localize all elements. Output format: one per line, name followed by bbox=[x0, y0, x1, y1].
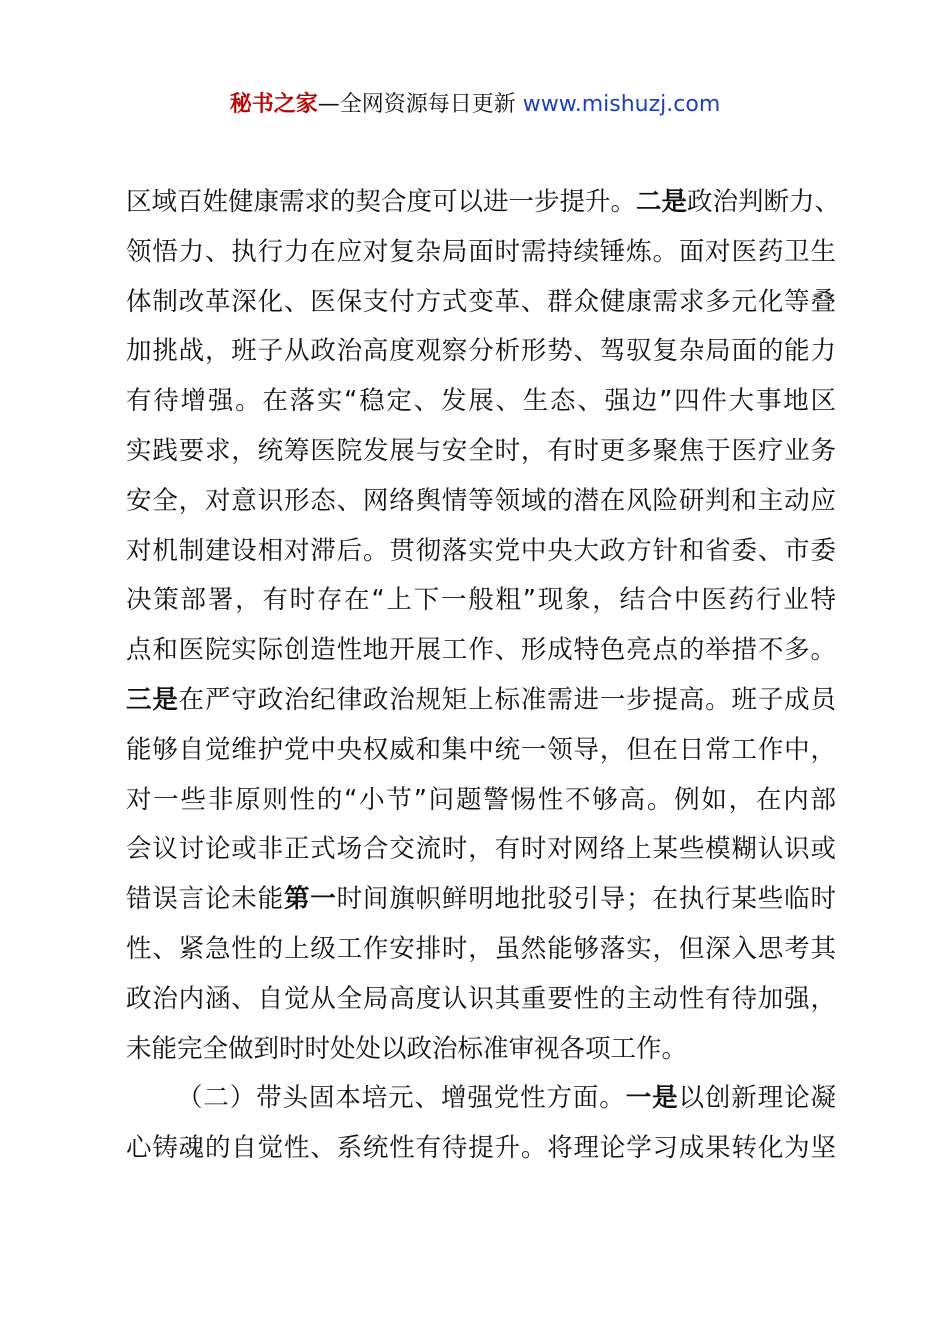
text-line bbox=[126, 377, 836, 427]
text-segment: 政治判断力、 bbox=[687, 187, 841, 217]
text-segment: 时间旗帜鲜明地批驳引导；在执行某些临时 bbox=[336, 884, 836, 915]
text-segment: 心铸魂的自觉性、系统性有待提升。将理论学习成果转化为坚 bbox=[126, 1133, 836, 1164]
text-segment: 能够自觉维护党中央权威和集中统一领导，但在日常工作中， bbox=[126, 734, 836, 765]
text-segment: 在严守政治纪律政治规矩上标准需进一步提高。班子成员 bbox=[178, 684, 836, 715]
text-segment: 领悟力、执行力在应对复杂局面时需持续锤炼。面对医药卫生 bbox=[126, 236, 836, 267]
document-body bbox=[126, 178, 841, 1174]
header-tagline: —全网资源每日更新 bbox=[317, 92, 516, 117]
text-segment: 性、紧急性的上级工作安排时，虽然能够落实，但深入思考其 bbox=[126, 933, 836, 964]
text-segment: 错误言论未能 bbox=[126, 884, 284, 915]
text-line bbox=[126, 726, 836, 776]
text-line bbox=[126, 527, 836, 577]
text-line bbox=[126, 626, 836, 676]
bold-marker: 二是 bbox=[636, 187, 688, 217]
text-line bbox=[126, 278, 836, 328]
text-segment: 会议讨论或非正式场合交流时，有时对网络上某些模糊认识或 bbox=[126, 834, 836, 865]
text-segment: 未能完全做到时时处处以政治标准审视各项工作。 bbox=[126, 1033, 688, 1064]
text-segment: 体制改革深化、医保支付方式变革、群众健康需求多元化等叠 bbox=[126, 286, 836, 317]
text-segment: 对一些非原则性的“小节”问题警惕性不够高。例如，在内部 bbox=[126, 784, 836, 815]
text-line bbox=[126, 427, 836, 477]
text-line bbox=[126, 875, 836, 925]
text-line bbox=[126, 178, 841, 228]
page-header bbox=[0, 88, 950, 122]
text-line bbox=[126, 1025, 836, 1075]
bold-marker: 一是 bbox=[625, 1083, 679, 1114]
text-segment: （二）带头固本培元、增强党性方面。 bbox=[177, 1083, 626, 1114]
text-segment: 区域百姓健康需求的契合度可以进一步提升。 bbox=[126, 187, 637, 217]
text-segment: 对机制建设相对滞后。贯彻落实党中央大政方针和省委、市委 bbox=[126, 535, 836, 566]
text-line bbox=[126, 825, 836, 875]
site-url-link[interactable]: www.mishuzj.com bbox=[522, 92, 721, 117]
text-segment: 点和医院实际创造性地开展工作、形成特色亮点的举措不多。 bbox=[126, 635, 836, 666]
text-segment: 有待增强。在落实“稳定、发展、生态、强边”四件大事地区 bbox=[126, 386, 836, 417]
text-line bbox=[126, 676, 836, 726]
text-line bbox=[126, 925, 836, 975]
text-line bbox=[126, 576, 836, 626]
text-segment: 安全，对意识形态、网络舆情等领域的潜在风险研判和主动应 bbox=[126, 485, 836, 516]
text-line bbox=[126, 776, 836, 826]
text-segment: 政治内涵、自觉从全局高度认识其重要性的主动性有待加强， bbox=[126, 983, 836, 1014]
text-line bbox=[126, 1074, 836, 1124]
text-segment: 决策部署，有时存在“上下一般粗”现象，结合中医药行业特 bbox=[126, 585, 836, 616]
bold-marker: 第一 bbox=[283, 884, 337, 915]
text-segment: 实践要求，统筹医院发展与安全时，有时更多聚焦于医疗业务 bbox=[126, 435, 836, 466]
text-segment: 加挑战，班子从政治高度观察分析形势、驾驭复杂局面的能力 bbox=[126, 336, 836, 367]
text-line bbox=[126, 228, 836, 278]
text-line bbox=[126, 477, 836, 527]
text-line bbox=[126, 1124, 836, 1174]
bold-marker: 三是 bbox=[126, 684, 179, 715]
text-line bbox=[126, 975, 836, 1025]
brand-name: 秘书之家 bbox=[229, 92, 318, 117]
text-line bbox=[126, 327, 836, 377]
text-segment: 以创新理论凝 bbox=[678, 1083, 836, 1114]
